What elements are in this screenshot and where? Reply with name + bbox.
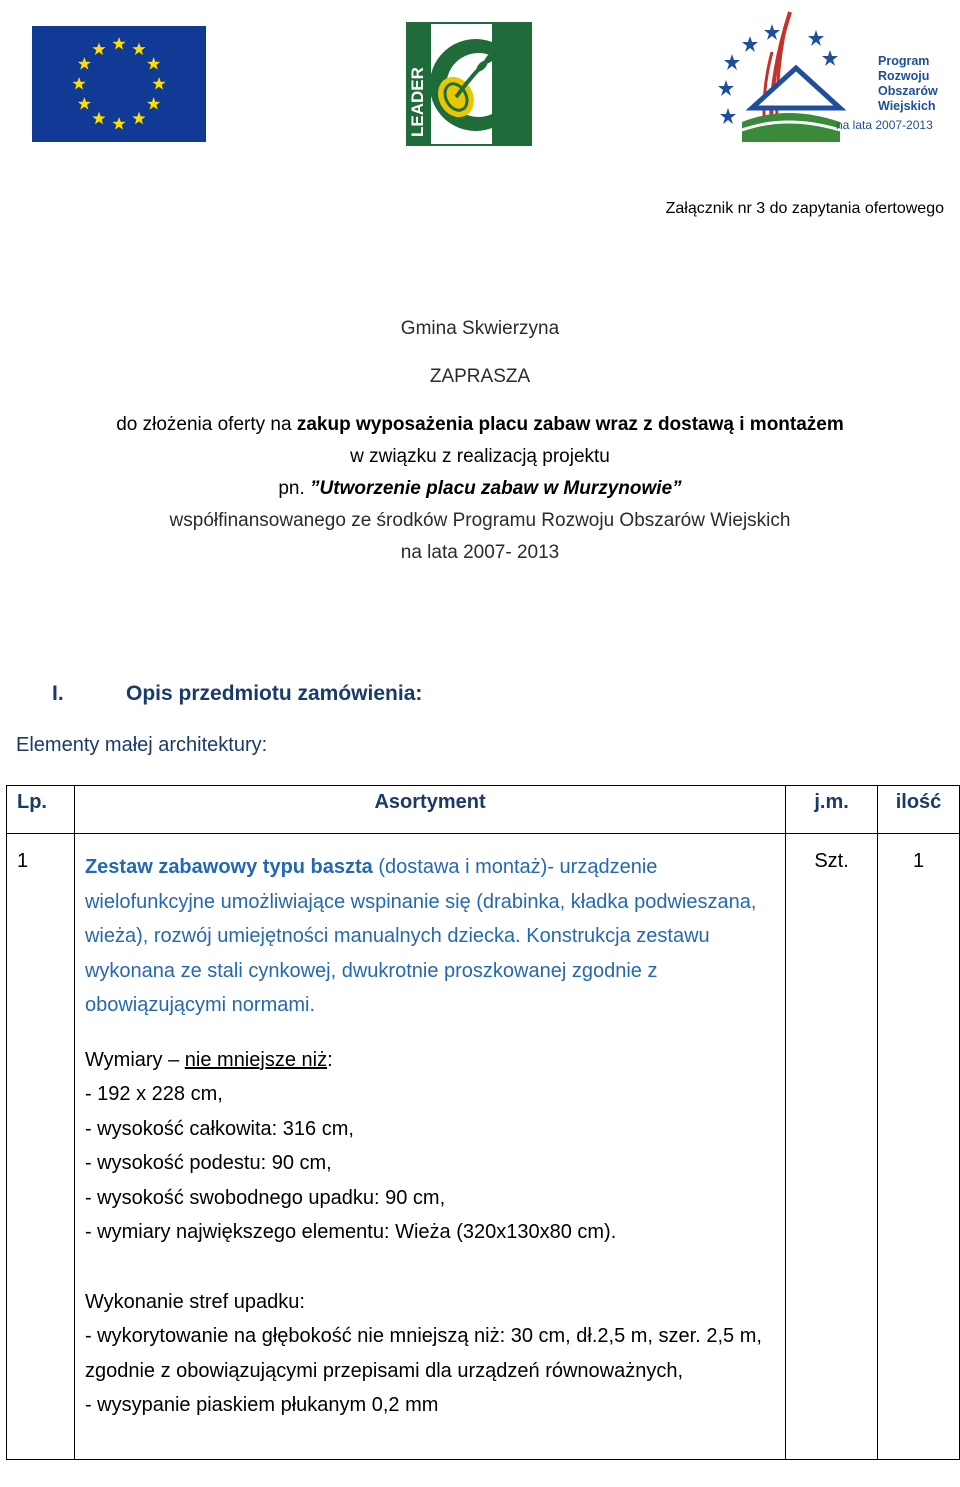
items-table bbox=[6, 785, 960, 1460]
eu-flag-logo bbox=[32, 26, 206, 142]
table-row bbox=[7, 834, 960, 1460]
row-qty: 1 bbox=[878, 834, 960, 1460]
item-name: Zestaw zabawowy typu baszta bbox=[84, 856, 373, 878]
item-description: Zestaw zabawowy typu baszta (dostawa i montaż)- urządzenie wielofunkcyjne umożliwiające wspinanie się (drabinka, kładka podwieszana, wieża), rozwój umiejętności manualnych dziecka. Konstrukcja zestawu wykonana ze stali cynkowej, dwukrotnie proszkowanej zgodnie z obowiązującymi normami. bbox=[84, 856, 757, 1016]
row-assortment bbox=[74, 834, 785, 1460]
zones-label: Wykonanie stref upadku: bbox=[84, 1290, 305, 1313]
leader-logo bbox=[406, 22, 532, 146]
zones-line: - wykorytowanie na głębokość nie mniejszą niż: 30 cm, dł.2,5 m, szer. 2,5 m, zgodnie z obowiązującymi przepisami dla urządzeń równoważnych, bbox=[84, 1325, 762, 1382]
row-lp: 1 bbox=[7, 834, 75, 1460]
header-lp: Lp. bbox=[7, 786, 75, 834]
row-unit: Szt. bbox=[786, 834, 878, 1460]
intro-line-2: w związku z realizacją projektu bbox=[350, 446, 610, 467]
intro-line-4: współfinansowanego ze środków Programu Rozwoju Obszarów Wiejskich bbox=[169, 510, 791, 531]
invites-heading: ZAPRASZA bbox=[429, 366, 531, 387]
svg-text:Program Rozwoju Ob: Program Rozwoju Obszarów Wiejskich bbox=[878, 54, 938, 113]
section-heading: I. Opis przedmiotu zamówienia: bbox=[52, 682, 423, 705]
intro-line-3: pn. ”Utworzenie placu zabaw w Murzynowie” bbox=[278, 478, 682, 499]
svg-text:LEADER: LEADER bbox=[408, 67, 427, 137]
dims-line: - wysokość całkowita: 316 cm, bbox=[84, 1117, 354, 1140]
dims-line: - wysokość podestu: 90 cm, bbox=[84, 1152, 332, 1174]
dims-label: Wymiary – nie mniejsze niż: bbox=[84, 1048, 333, 1071]
table-header-row bbox=[7, 786, 960, 834]
header-unit: j.m. bbox=[786, 786, 878, 834]
svg-text:na lata 2007-2013: na lata 2007-2013 bbox=[836, 118, 933, 132]
header-assortment: Asortyment bbox=[74, 786, 785, 834]
dims-line: - wymiary największego elementu: Wieża (320x130x80 cm). bbox=[84, 1221, 617, 1243]
prow-logo bbox=[712, 4, 942, 144]
gmina-name: Gmina Skwierzyna bbox=[400, 318, 560, 339]
intro-line-1: do złożenia oferty na zakup wyposażenia placu zabaw wraz z dostawą i montażem bbox=[116, 414, 844, 435]
intro-line-5: na lata 2007- 2013 bbox=[400, 542, 560, 563]
header-qty: ilość bbox=[878, 786, 960, 834]
section-subtitle: Elementy małej architektury: bbox=[16, 734, 268, 756]
dims-line: - wysokość swobodnego upadku: 90 cm, bbox=[84, 1186, 446, 1209]
zones-line: - wysypanie piaskiem płukanym 0,2 mm bbox=[84, 1394, 439, 1416]
attachment-label: Załącznik nr 3 do zapytania ofertowego bbox=[665, 200, 944, 217]
dims-line: - 192 x 228 cm, bbox=[84, 1083, 223, 1105]
